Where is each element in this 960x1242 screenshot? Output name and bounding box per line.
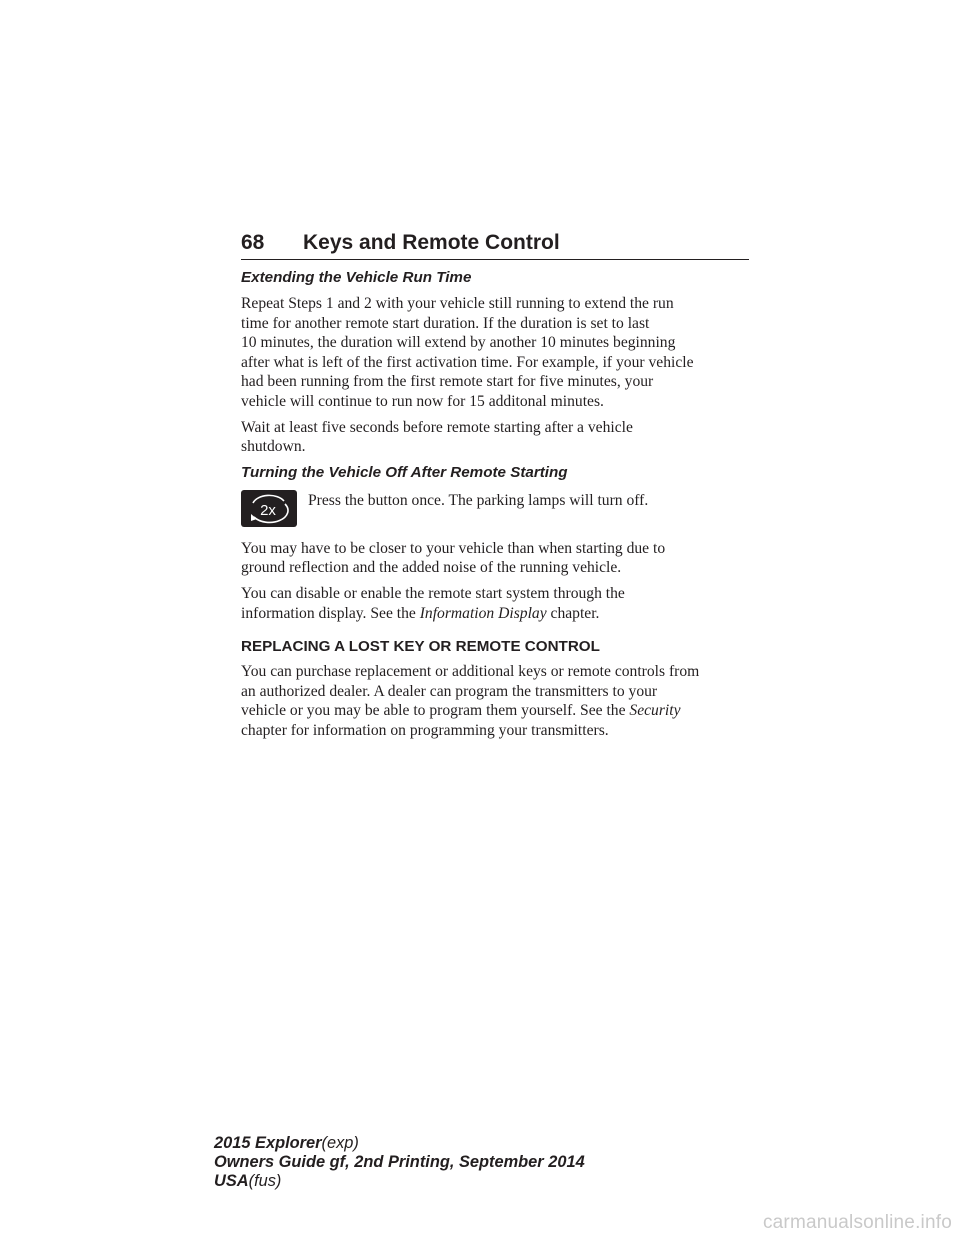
text-line: [241, 701, 756, 721]
text-line: vehicle will continue to run now for 15 additonal minutes.: [241, 392, 604, 410]
text-segment: information display. See the: [241, 604, 420, 622]
page-header: [241, 229, 749, 260]
footer-guide-info: Owners Guide gf, 2nd Printing, September 2014: [214, 1153, 585, 1171]
text-line: an authorized dealer. A dealer can program the transmitters to your: [241, 682, 658, 700]
page-content: [241, 268, 756, 747]
paragraph-turning-off-2: [241, 584, 756, 623]
instruction-row: [241, 489, 756, 527]
remote-start-2x-icon-graphic: [241, 490, 297, 527]
footer-model: 2015 Explorer: [214, 1134, 322, 1152]
remote-start-2x-icon: [241, 490, 297, 527]
text-line: [241, 604, 756, 624]
text-line: shutdown.: [241, 438, 306, 456]
page-footer: [214, 1134, 585, 1191]
instruction-text: Press the button once. The parking lamps will turn off.: [308, 491, 649, 509]
paragraph-extending-2: [241, 418, 756, 457]
text-line: chapter for information on programming your transmitters.: [241, 721, 609, 739]
text-segment: chapter.: [546, 604, 600, 622]
paragraph-turning-off-1: [241, 539, 756, 578]
watermark: carmanualsonline.info: [762, 1212, 952, 1233]
text-line: ground reflection and the added noise of the running vehicle.: [241, 559, 622, 577]
footer-market-code: (fus): [248, 1172, 282, 1190]
text-line: 10 minutes, the duration will extend by another 10 minutes beginning: [241, 334, 676, 352]
icon-label: 2x: [260, 501, 276, 519]
text-line: You may have to be closer to your vehicle than when starting due to: [241, 539, 666, 557]
section-heading-extending: Extending the Vehicle Run Time: [241, 269, 472, 286]
text-line: had been running from the first remote start for five minutes, your: [241, 373, 654, 391]
footer-market: USA: [214, 1172, 249, 1190]
text-segment: vehicle or you may be able to program them yourself. See the: [241, 702, 630, 720]
text-line: after what is left of the first activation time. For example, if your vehicle: [241, 353, 694, 371]
text-line: time for another remote start duration. If the duration is set to last: [241, 314, 650, 332]
footer-line: [214, 1134, 585, 1153]
paragraph-extending-1: [241, 294, 756, 412]
paragraph-replacing: [241, 662, 756, 740]
footer-model-code: (exp): [321, 1134, 359, 1152]
text-line: You can disable or enable the remote start system through the: [241, 584, 625, 602]
chapter-title: Keys and Remote Control: [303, 231, 560, 254]
text-line: Wait at least five seconds before remote starting after a vehicle: [241, 418, 633, 436]
text-line: Repeat Steps 1 and 2 with your vehicle still running to extend the run: [241, 295, 674, 312]
text-line: You can purchase replacement or additional keys or remote controls from: [241, 663, 700, 681]
chapter-reference-link[interactable]: Information Display: [419, 604, 547, 622]
page-number: 68: [241, 231, 265, 254]
chapter-reference-link[interactable]: Security: [629, 702, 681, 720]
footer-line: [214, 1172, 585, 1191]
section-heading-turning-off: Turning the Vehicle Off After Remote Starting: [241, 463, 568, 481]
section-heading-replacing: REPLACING A LOST KEY OR REMOTE CONTROL: [241, 638, 600, 656]
